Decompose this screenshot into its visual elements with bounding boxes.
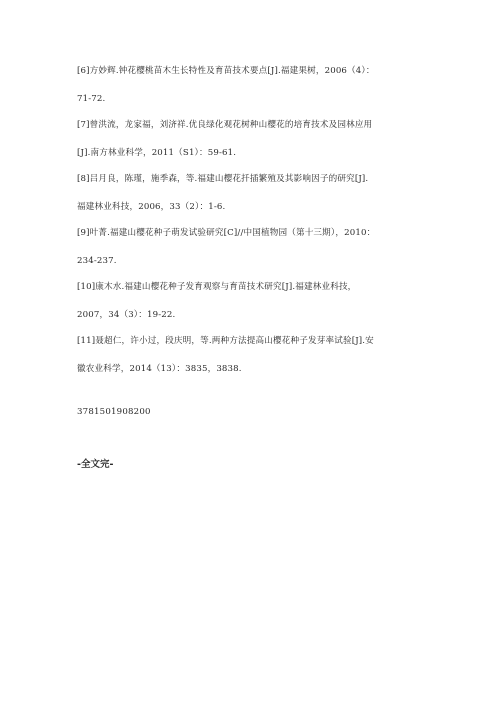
- reference-line: 71-72.: [77, 94, 106, 104]
- reference-line: [7]曾洪流，龙家福，刘济祥.优良绿化观花树种山樱花的培育技术及园林应用: [77, 120, 373, 130]
- reference-line: 徽农业科学，2014（13）：3835，3838.: [77, 364, 242, 374]
- reference-line: [9]叶菁.福建山樱花种子萌发试验研究[C]//中国植物园（第十三期），2010：: [77, 228, 376, 238]
- reference-line: [6]方妙辉.钟花樱桃苗木生长特性及育苗技术要点[J].福建果树，2006（4）：: [77, 66, 375, 76]
- reference-line: [J].南方林业科学，2011（S1）：59-61.: [77, 148, 237, 158]
- reference-10: [77, 273, 425, 329]
- reference-7: [77, 111, 425, 167]
- reference-6: [77, 57, 425, 113]
- document-id: 3781501908200: [77, 407, 151, 417]
- reference-line: [8]吕月良，陈瑾，施季森，等.福建山樱花扦插繁殖及其影响因子的研究[J].: [77, 174, 369, 184]
- reference-line: 福建林业科技，2006，33（2）：1-6.: [77, 202, 226, 212]
- reference-line: [11]聂超仁，许小过，段庆明，等.两种方法提高山樱花种子发芽率试验[J].安: [77, 336, 374, 346]
- reference-line: 2007，34（3）：19-22.: [77, 310, 176, 320]
- reference-line: [10]康木水.福建山樱花种子发育观察与育苗技术研究[J].福建林业科技，: [77, 282, 357, 292]
- reference-11: [77, 327, 425, 383]
- reference-line: 234-237.: [77, 256, 117, 266]
- reference-9: [77, 219, 425, 275]
- end-of-document-mark: -全文完-: [77, 459, 114, 470]
- reference-8: [77, 165, 425, 221]
